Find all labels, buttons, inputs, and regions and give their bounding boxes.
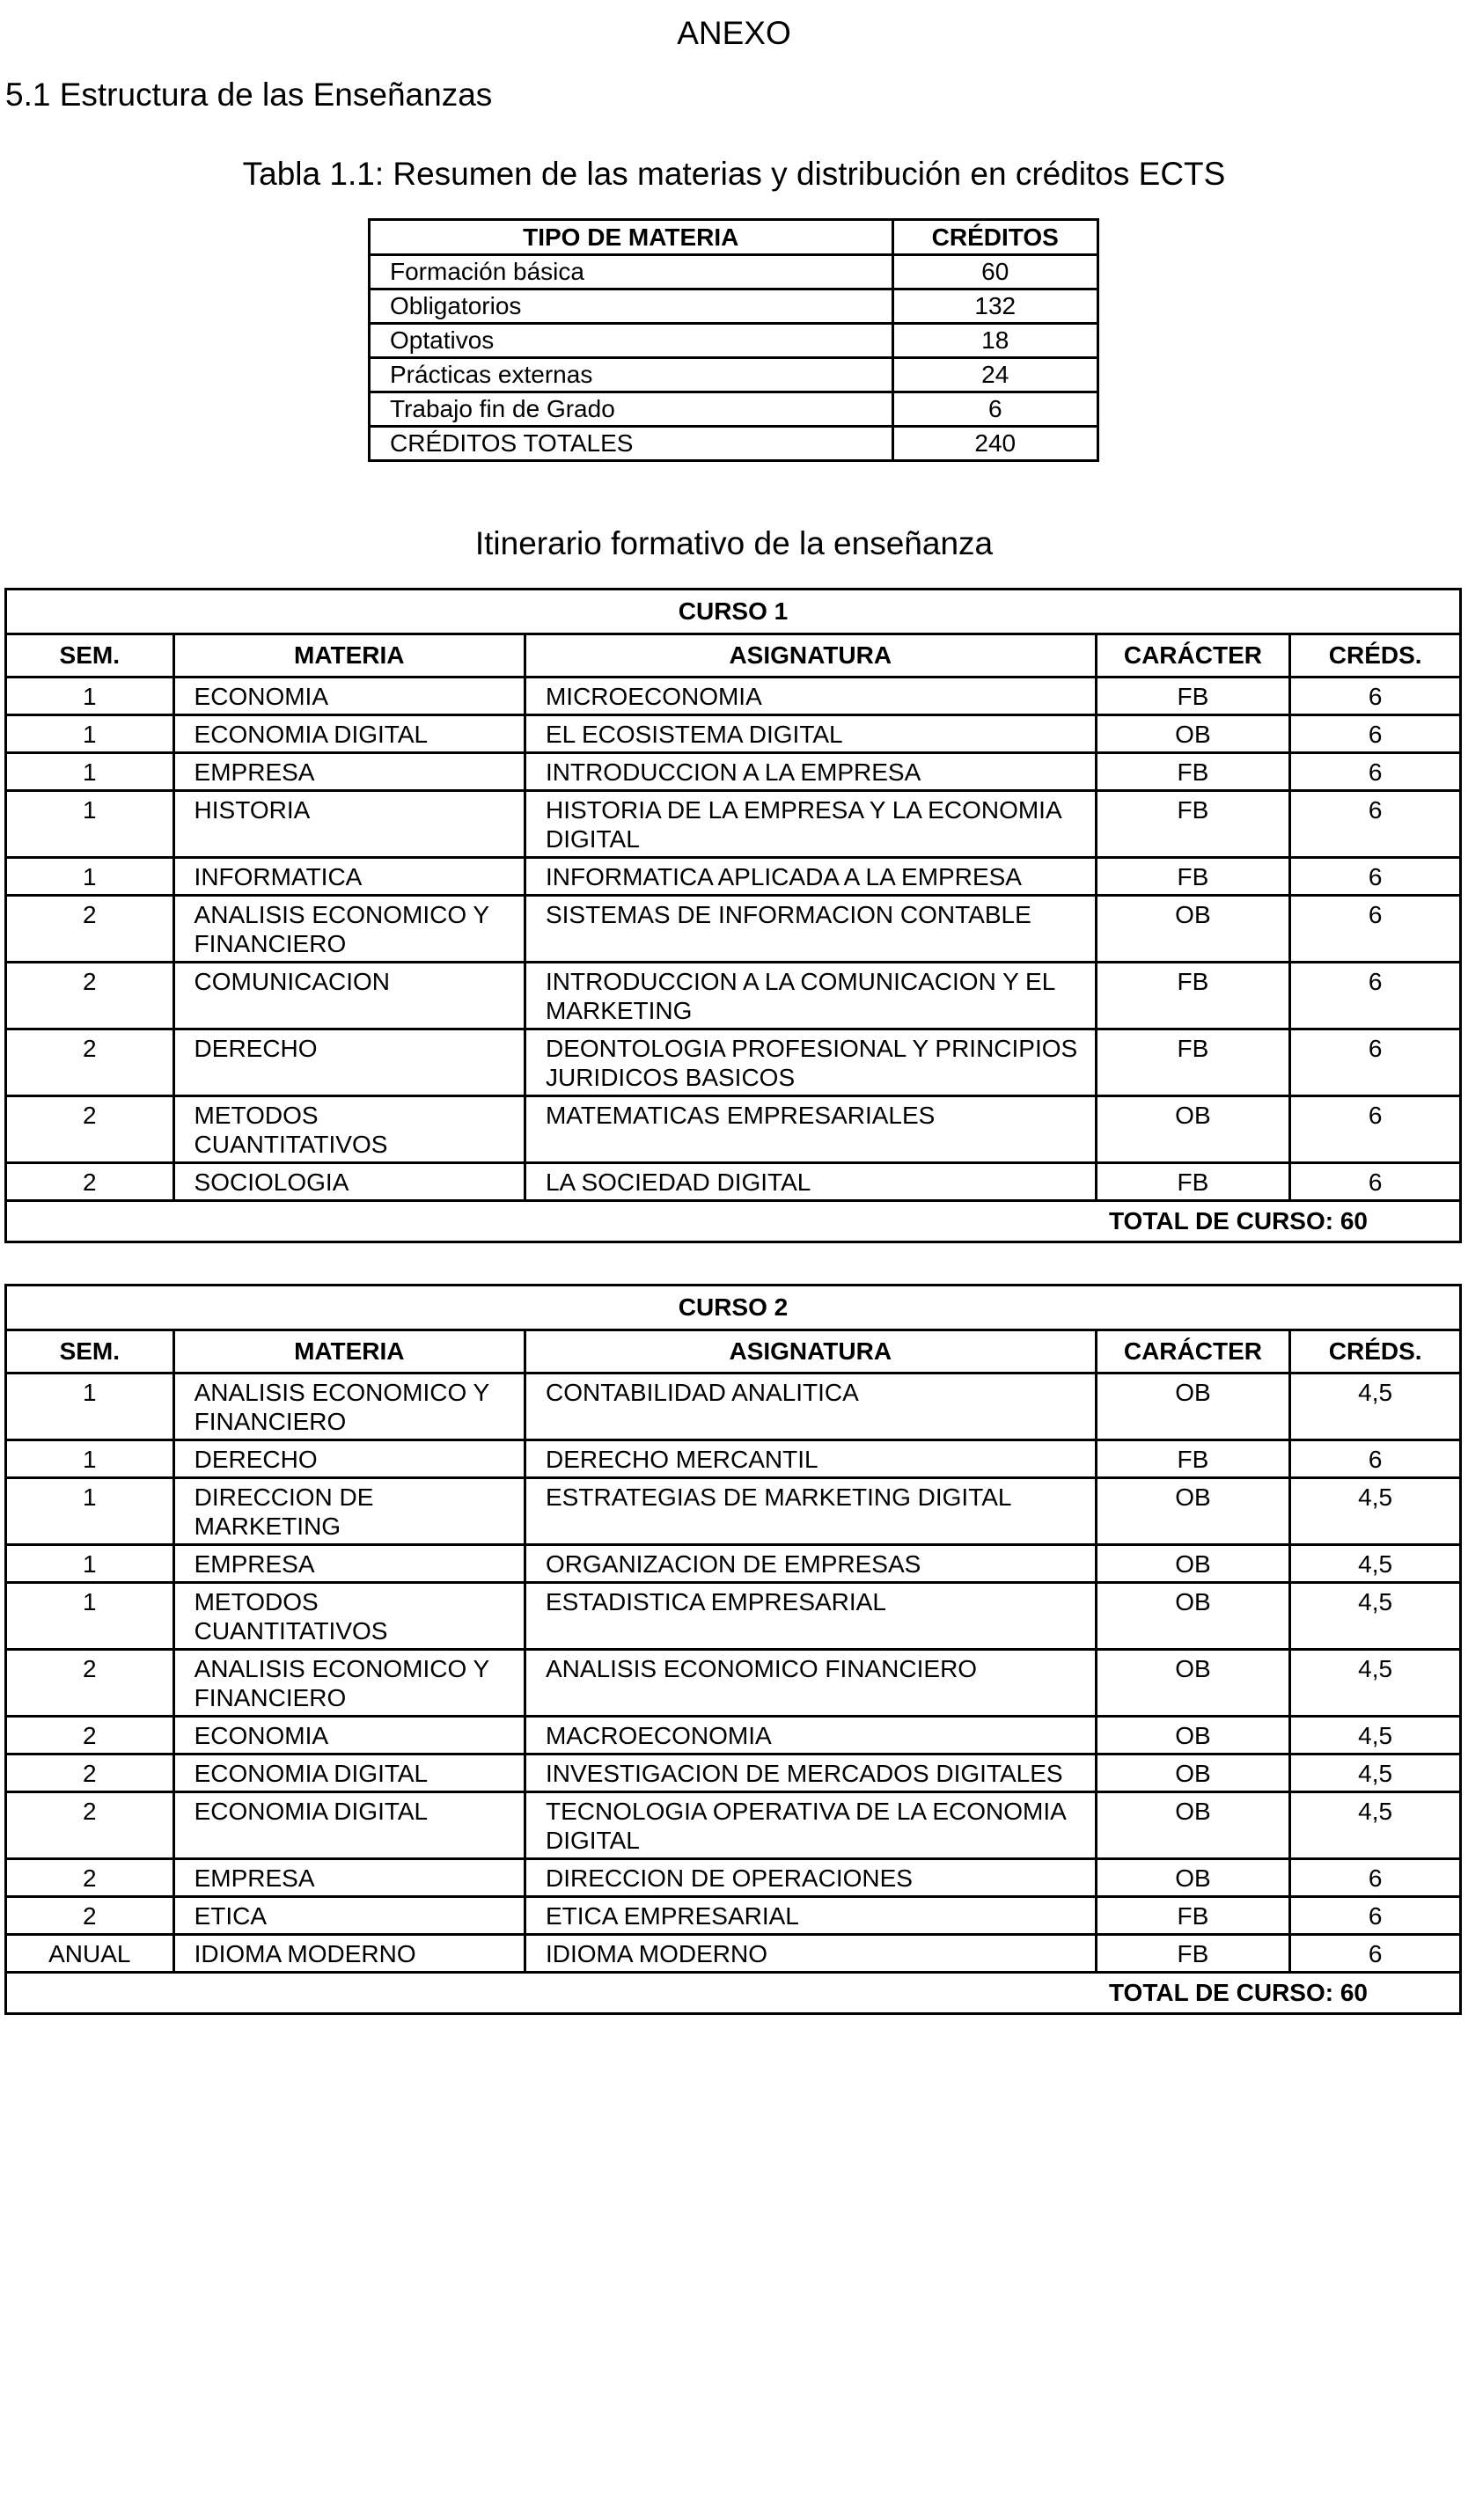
cell-creditos: 6 — [1290, 753, 1461, 791]
cell-sem: 1 — [6, 858, 174, 896]
cell-materia: DIRECCION DE MARKETING — [173, 1478, 525, 1545]
cell-asignatura: ESTADISTICA EMPRESARIAL — [525, 1583, 1097, 1650]
course-row — [6, 963, 1461, 1029]
cell-materia: INFORMATICA — [173, 858, 525, 896]
cell-materia: EMPRESA — [173, 1859, 525, 1897]
course-table-1 — [4, 588, 1462, 1243]
summary-cell-type: Optativos — [370, 324, 893, 358]
cell-asignatura: DERECHO MERCANTIL — [525, 1440, 1097, 1478]
cell-asignatura: MACROECONOMIA — [525, 1717, 1097, 1754]
cell-creditos: 4,5 — [1290, 1478, 1461, 1545]
cell-caracter: FB — [1096, 1897, 1290, 1935]
cell-materia: METODOS CUANTITATIVOS — [173, 1096, 525, 1163]
course-row — [6, 678, 1461, 715]
cell-materia: ANALISIS ECONOMICO Y FINANCIERO — [173, 1374, 525, 1440]
header-materia: MATERIA — [173, 1330, 525, 1374]
cell-materia: COMUNICACION — [173, 963, 525, 1029]
column-header-row — [6, 1330, 1461, 1374]
cell-creditos: 6 — [1290, 1935, 1461, 1973]
cell-materia: ANALISIS ECONOMICO Y FINANCIERO — [173, 896, 525, 963]
cell-caracter: FB — [1096, 1440, 1290, 1478]
course-table-2 — [4, 1284, 1462, 2015]
cell-creditos: 4,5 — [1290, 1583, 1461, 1650]
cell-creditos: 4,5 — [1290, 1650, 1461, 1717]
cell-materia: DERECHO — [173, 1029, 525, 1096]
cell-sem: 1 — [6, 1545, 174, 1583]
cell-sem: 1 — [6, 1583, 174, 1650]
cell-materia: DERECHO — [173, 1440, 525, 1478]
course-body — [6, 1374, 1461, 1973]
course-total-row — [6, 1201, 1461, 1242]
cell-caracter: OB — [1096, 715, 1290, 753]
cell-creditos: 6 — [1290, 791, 1461, 858]
cell-materia: METODOS CUANTITATIVOS — [173, 1583, 525, 1650]
cell-materia: IDIOMA MODERNO — [173, 1935, 525, 1973]
cell-asignatura: IDIOMA MODERNO — [525, 1935, 1097, 1973]
course-row — [6, 1374, 1461, 1440]
cell-sem: 2 — [6, 1029, 174, 1096]
cell-asignatura: INVESTIGACION DE MERCADOS DIGITALES — [525, 1754, 1097, 1792]
cell-materia: ECONOMIA DIGITAL — [173, 1792, 525, 1859]
itinerary-title: Itinerario formativo de la enseñanza — [474, 525, 994, 561]
cell-sem: 1 — [6, 1440, 174, 1478]
cell-sem: 1 — [6, 753, 174, 791]
cell-asignatura: ESTRATEGIAS DE MARKETING DIGITAL — [525, 1478, 1097, 1545]
course-row — [6, 1754, 1461, 1792]
summary-cell-credits: 6 — [892, 392, 1098, 427]
cell-caracter: OB — [1096, 1859, 1290, 1897]
cell-caracter: OB — [1096, 1374, 1290, 1440]
course-row — [6, 1935, 1461, 1973]
cell-caracter: FB — [1096, 1029, 1290, 1096]
summary-row — [370, 392, 1098, 427]
cell-creditos: 6 — [1290, 1859, 1461, 1897]
cell-creditos: 6 — [1290, 1897, 1461, 1935]
summary-row — [370, 289, 1098, 324]
course-row — [6, 896, 1461, 963]
cell-caracter: FB — [1096, 678, 1290, 715]
course-row — [6, 1440, 1461, 1478]
summary-row — [370, 427, 1098, 461]
cell-caracter: FB — [1096, 1935, 1290, 1973]
cell-caracter: OB — [1096, 1478, 1290, 1545]
summary-header-row — [370, 220, 1098, 255]
summary-cell-type: Trabajo fin de Grado — [370, 392, 893, 427]
cell-materia: ETICA — [173, 1897, 525, 1935]
summary-table-caption: Tabla 1.1: Resumen de las materias y distribución en créditos ECTS — [242, 156, 1226, 192]
cell-creditos: 4,5 — [1290, 1374, 1461, 1440]
cell-creditos: 6 — [1290, 1163, 1461, 1201]
cell-materia: HISTORIA — [173, 791, 525, 858]
cell-materia: ECONOMIA DIGITAL — [173, 715, 525, 753]
course-row — [6, 791, 1461, 858]
cell-sem: 2 — [6, 1897, 174, 1935]
summary-cell-type: Formación básica — [370, 255, 893, 289]
course-row — [6, 1029, 1461, 1096]
cell-caracter: OB — [1096, 896, 1290, 963]
cell-asignatura: HISTORIA DE LA EMPRESA Y LA ECONOMIA DIGITAL — [525, 791, 1096, 858]
cell-sem: 1 — [6, 1478, 174, 1545]
course-row — [6, 1897, 1461, 1935]
course-row — [6, 1583, 1461, 1650]
header-sem: SEM. — [6, 1330, 174, 1374]
cell-asignatura: TECNOLOGIA OPERATIVA DE LA ECONOMIA DIGITAL — [525, 1792, 1097, 1859]
header-asignatura: ASIGNATURA — [525, 634, 1096, 678]
header-materia: MATERIA — [173, 634, 525, 678]
cell-creditos: 4,5 — [1290, 1754, 1461, 1792]
cell-sem: 2 — [6, 1859, 174, 1897]
course-total-row — [6, 1973, 1461, 2014]
cell-sem: 2 — [6, 963, 174, 1029]
course-total: TOTAL DE CURSO: 60 — [6, 1973, 1461, 2014]
summary-cell-credits: 18 — [892, 324, 1098, 358]
cell-creditos: 6 — [1290, 1096, 1461, 1163]
cell-sem: 2 — [6, 1792, 174, 1859]
header-caracter: CARÁCTER — [1096, 1330, 1290, 1374]
course-total: TOTAL DE CURSO: 60 — [6, 1201, 1461, 1242]
cell-materia: SOCIOLOGIA — [173, 1163, 525, 1201]
cell-creditos: 4,5 — [1290, 1545, 1461, 1583]
course-row — [6, 1650, 1461, 1717]
summary-cell-type: Obligatorios — [370, 289, 893, 324]
cell-asignatura: INTRODUCCION A LA EMPRESA — [525, 753, 1096, 791]
cell-creditos: 6 — [1290, 896, 1461, 963]
cell-asignatura: SISTEMAS DE INFORMACION CONTABLE — [525, 896, 1096, 963]
cell-asignatura: ETICA EMPRESARIAL — [525, 1897, 1097, 1935]
course-row — [6, 1717, 1461, 1754]
cell-sem: 1 — [6, 678, 174, 715]
cell-asignatura: EL ECOSISTEMA DIGITAL — [525, 715, 1096, 753]
cell-caracter: OB — [1096, 1545, 1290, 1583]
cell-materia: ECONOMIA — [173, 678, 525, 715]
summary-row — [370, 255, 1098, 289]
cell-asignatura: LA SOCIEDAD DIGITAL — [525, 1163, 1096, 1201]
course-row — [6, 753, 1461, 791]
cell-sem: 2 — [6, 1650, 174, 1717]
cell-materia: ECONOMIA DIGITAL — [173, 1754, 525, 1792]
course-row — [6, 858, 1461, 896]
header-asignatura: ASIGNATURA — [525, 1330, 1097, 1374]
cell-creditos: 6 — [1290, 1029, 1461, 1096]
summary-table — [368, 218, 1099, 462]
course-row — [6, 1545, 1461, 1583]
cell-sem: 1 — [6, 791, 174, 858]
cell-creditos: 6 — [1290, 858, 1461, 896]
cell-creditos: 6 — [1290, 1440, 1461, 1478]
course-row — [6, 1163, 1461, 1201]
summary-cell-credits: 132 — [892, 289, 1098, 324]
cell-caracter: FB — [1096, 858, 1290, 896]
course-row — [6, 1096, 1461, 1163]
cell-creditos: 4,5 — [1290, 1792, 1461, 1859]
cell-sem: 1 — [6, 1374, 174, 1440]
cell-sem: 2 — [6, 1717, 174, 1754]
cell-materia: ECONOMIA — [173, 1717, 525, 1754]
course-body — [6, 678, 1461, 1201]
cell-creditos: 6 — [1290, 678, 1461, 715]
summary-cell-credits: 24 — [892, 358, 1098, 392]
annex-title: ANEXO — [677, 15, 791, 51]
cell-caracter: OB — [1096, 1650, 1290, 1717]
column-header-row — [6, 634, 1461, 678]
cell-sem: ANUAL — [6, 1935, 174, 1973]
cell-creditos: 6 — [1290, 715, 1461, 753]
summary-header-credits: CRÉDITOS — [892, 220, 1098, 255]
cell-caracter: FB — [1096, 963, 1290, 1029]
summary-cell-type: CRÉDITOS TOTALES — [370, 427, 893, 461]
cell-creditos: 6 — [1290, 963, 1461, 1029]
cell-caracter: FB — [1096, 791, 1290, 858]
header-creditos: CRÉDS. — [1290, 634, 1461, 678]
summary-header-type: TIPO DE MATERIA — [370, 220, 893, 255]
section-heading: 5.1 Estructura de las Enseñanzas — [5, 77, 493, 113]
header-caracter: CARÁCTER — [1096, 634, 1290, 678]
cell-sem: 2 — [6, 1163, 174, 1201]
course-row — [6, 1792, 1461, 1859]
cell-sem: 2 — [6, 1096, 174, 1163]
cell-sem: 2 — [6, 1754, 174, 1792]
course-title: CURSO 2 — [6, 1286, 1461, 1330]
cell-asignatura: ANALISIS ECONOMICO FINANCIERO — [525, 1650, 1097, 1717]
cell-asignatura: MICROECONOMIA — [525, 678, 1096, 715]
course-title-row — [6, 1286, 1461, 1330]
cell-materia: EMPRESA — [173, 1545, 525, 1583]
course-title: CURSO 1 — [6, 590, 1461, 634]
cell-asignatura: INTRODUCCION A LA COMUNICACION Y EL MARKETING — [525, 963, 1096, 1029]
summary-row — [370, 358, 1098, 392]
cell-caracter: OB — [1096, 1583, 1290, 1650]
header-sem: SEM. — [6, 634, 174, 678]
course-row — [6, 1478, 1461, 1545]
cell-asignatura: ORGANIZACION DE EMPRESAS — [525, 1545, 1097, 1583]
cell-sem: 2 — [6, 896, 174, 963]
cell-caracter: OB — [1096, 1717, 1290, 1754]
course-row — [6, 1859, 1461, 1897]
cell-caracter: OB — [1096, 1792, 1290, 1859]
header-creditos: CRÉDS. — [1290, 1330, 1461, 1374]
course-row — [6, 715, 1461, 753]
cell-caracter: FB — [1096, 753, 1290, 791]
cell-creditos: 4,5 — [1290, 1717, 1461, 1754]
cell-sem: 1 — [6, 715, 174, 753]
cell-asignatura: DEONTOLOGIA PROFESIONAL Y PRINCIPIOS JURIDICOS BASICOS — [525, 1029, 1096, 1096]
summary-row — [370, 324, 1098, 358]
summary-cell-type: Prácticas externas — [370, 358, 893, 392]
cell-asignatura: MATEMATICAS EMPRESARIALES — [525, 1096, 1096, 1163]
summary-cell-credits: 240 — [892, 427, 1098, 461]
summary-cell-credits: 60 — [892, 255, 1098, 289]
course-title-row — [6, 590, 1461, 634]
cell-caracter: OB — [1096, 1096, 1290, 1163]
cell-asignatura: DIRECCION DE OPERACIONES — [525, 1859, 1097, 1897]
cell-materia: EMPRESA — [173, 753, 525, 791]
cell-caracter: FB — [1096, 1163, 1290, 1201]
cell-materia: ANALISIS ECONOMICO Y FINANCIERO — [173, 1650, 525, 1717]
cell-asignatura: CONTABILIDAD ANALITICA — [525, 1374, 1097, 1440]
cell-caracter: OB — [1096, 1754, 1290, 1792]
cell-asignatura: INFORMATICA APLICADA A LA EMPRESA — [525, 858, 1096, 896]
